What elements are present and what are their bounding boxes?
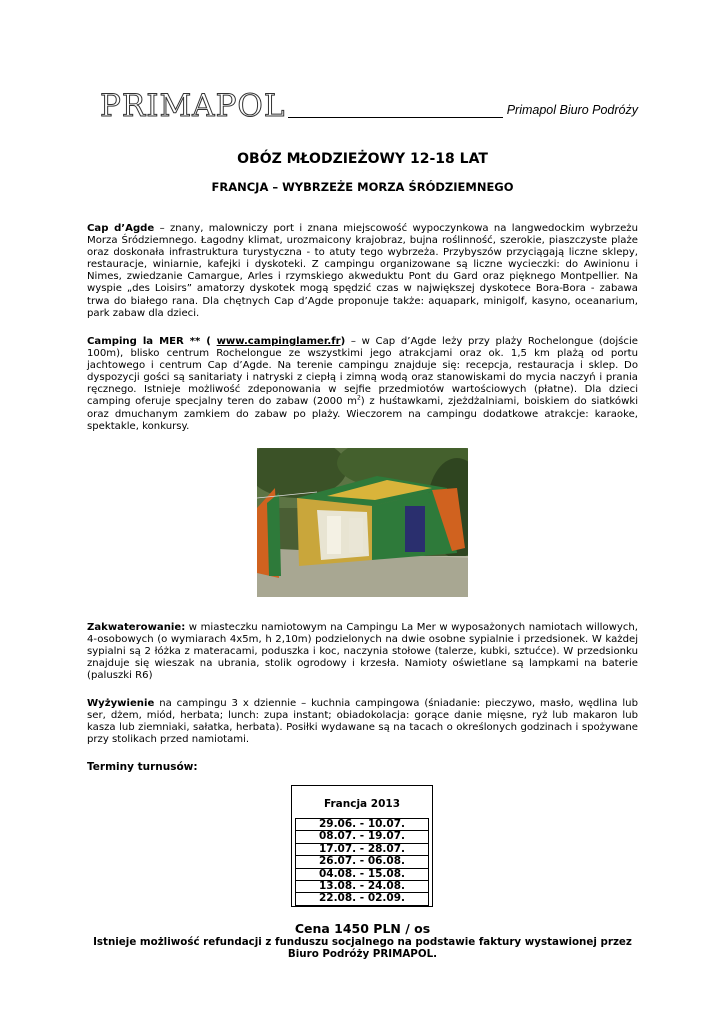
tent-photo — [257, 448, 468, 597]
terms-table-header: Francja 2013 — [323, 798, 401, 810]
camping-text-b: ) z huśtawkami, zjeżdżalniami, boiskiem do siatkówki oraz dmuchanym zamkiem do zabaw po plaży. Wieczorem na campingu dodatkowe atrakcje: karaoke, spektakle, konkursy. — [87, 396, 638, 432]
cap-dagde-heading: Cap d’Agde — [87, 223, 155, 234]
header-subtitle: Primapol Biuro Podróży — [506, 103, 638, 117]
table-row: 22.08. - 02.09. — [318, 892, 406, 905]
header-rule — [288, 117, 503, 118]
table-row: 29.06. - 10.07. — [296, 819, 428, 831]
terms-heading: Terminy turnusów: — [87, 761, 198, 773]
cap-dagde-paragraph — [87, 223, 638, 320]
accommodation-paragraph — [87, 622, 638, 682]
page-title: OBÓZ MŁODZIEŻOWY 12-18 LAT — [237, 151, 488, 167]
food-heading: Wyżywienie — [87, 698, 155, 709]
terms-table — [291, 785, 433, 907]
accommodation-heading: Zakwaterowanie: — [87, 622, 186, 633]
camping-text-a: – w Cap d’Agde leży przy plaży Rochelongue (dojście 100m), blisko centrum Rochelongue ze wszystkimi jego atrakcjami oraz ok. 1,5 km plażą od portu jachtowego i centrum Cap d’Agde. Na terenie campingu znajduje się: recepcja, restauracja i sklep. Do dyspozycji gości są sanitariaty i natryski z ciepłą i zimną wodą oraz stanowiskami do mycia naczyń i prania ręcznego. Istnieje możliwość zdeponowania w sejfie przedmiotów wartościowych (płatne). Dla dzieci camping oferuje specjalny teren do zabaw (2000 m — [87, 336, 638, 408]
document-header — [100, 88, 638, 122]
refund-note: Istnieje możliwość refundacji z funduszu socjalnego na podstawie faktury wystawionej przez Biuro Podróży PRIMAPOL. — [93, 936, 632, 961]
table-row: 08.07. - 19.07. — [296, 831, 428, 843]
terms-table-rows — [295, 818, 429, 906]
camping-paragraph — [87, 336, 638, 433]
cap-dagde-text: – znany, malowniczy port i znana miejscowość wypoczynkowa na langwedockim wybrzeżu Morza Śródziemnego. Łagodny klimat, urozmaicony krajobraz, bujna roślinność, szerokie, piaszczyste plaże oraz doskonała infrastruktura turystyczna - to atuty tego wybrzeża. Przybyszów przyciągają liczne sklepy, restauracje, winiarnie, kafejki i dyskoteki. Z campingu organizowane są liczne wycieczki: do Awinionu i Nimes, zwiedzanie Camargue, Arles i rzymskiego akweduktu Pont du Gard oraz pięknego Montpellier. Na wyspie „des Loisirs” amatorzy dyskotek mogą spędzić czas w największej dyskotece Bora-Bora - zabawa trwa do białego rana. Dla chętnych Cap d’Agde proponuje także: aquapark, minigolf, kasyno, oceanarium, park zabaw dla dzieci. — [87, 223, 638, 319]
accommodation-text: w miasteczku namiotowym na Campingu La Mer w wyposażonych namiotach willowych, 4-osobowych (o wymiarach 4x5m, h 2,10m) podzielonych na dwie osobne sypialnie i przedsionek. W każdej sypialni są 2 łóżka z materacami, poduszka i koc, naczynia stołowe (talerze, kubki, sztućce). W przedsionku znajduje się wieszak na ubrania, stolik ogrodowy i krzesła. Namioty oświetlane są lampkami na baterie (paluszki R6) — [87, 622, 638, 682]
camping-heading: Camping la MER ** ( — [87, 336, 211, 347]
area-superscript: 2 — [356, 395, 361, 403]
price: Cena 1450 PLN / os — [294, 921, 431, 936]
page-subtitle: FRANCJA – WYBRZEŻE MORZA ŚRÓDZIEMNEGO — [211, 180, 514, 194]
camping-heading-close: ) — [340, 336, 346, 347]
camping-website-link[interactable]: www.campinglamer.fr — [216, 336, 341, 347]
food-paragraph — [87, 698, 638, 746]
table-row: 26.07. - 06.08. — [296, 856, 428, 868]
primapol-logo: PRIMAPOL — [100, 88, 286, 124]
table-row: 17.07. - 28.07. — [296, 844, 428, 856]
table-row: 13.08. - 24.08. — [296, 881, 428, 893]
food-text: na campingu 3 x dziennie – kuchnia campingowa (śniadanie: pieczywo, masło, wędlina lub ser, dżem, miód, herbata; lunch: zupa instant; obiadokolacja: gorące danie mięsne, ryż lub makaron lub kasza lub ziemniaki, sałatka, herbata). Posiłki wydawane są na tacach o określonych godzinach i spożywane przy stolikach przed namiotami. — [87, 698, 638, 746]
table-row: 04.08. - 15.08. — [296, 869, 428, 881]
